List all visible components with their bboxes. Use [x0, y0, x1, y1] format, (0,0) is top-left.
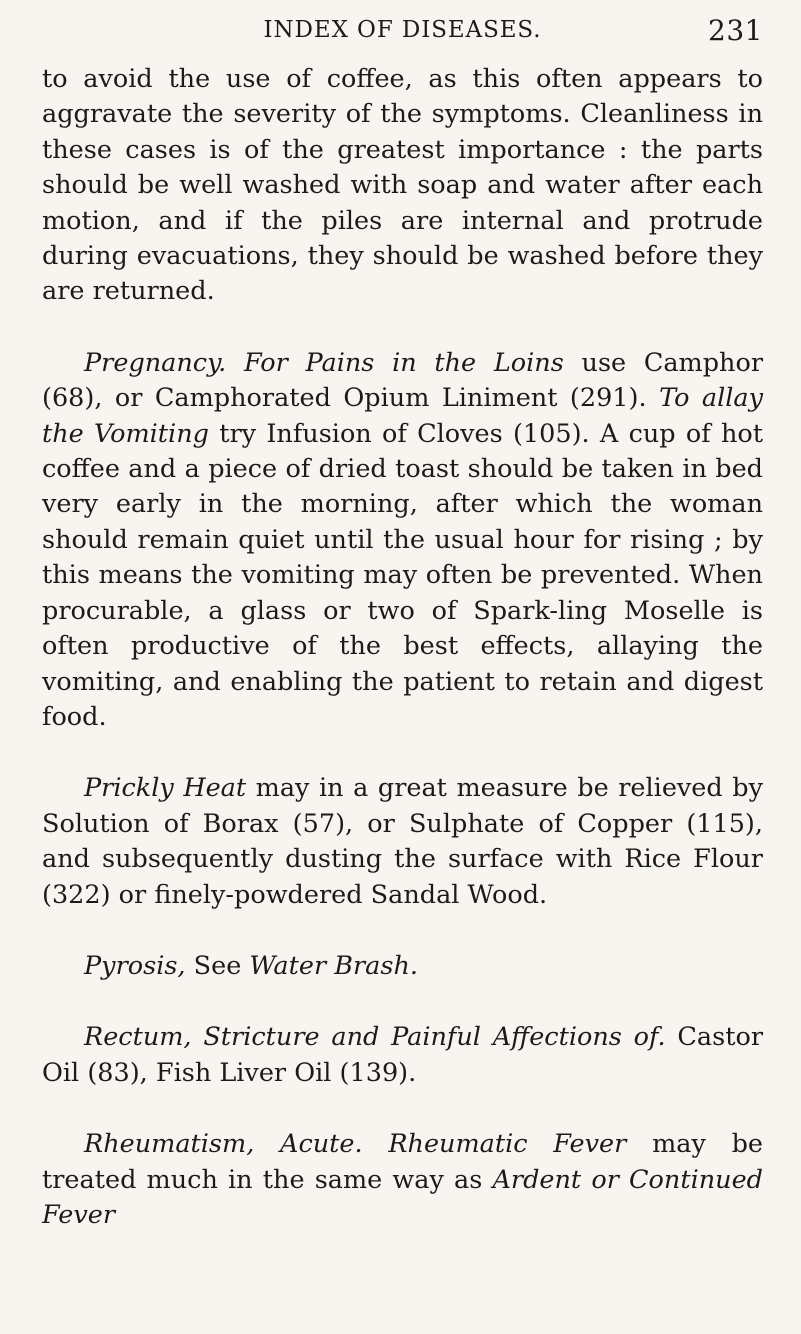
entry-heading: Pregnancy.: [84, 347, 227, 378]
entry-rheumatism: [42, 1127, 763, 1233]
entry-text: may be treated much in the same way as: [42, 1129, 764, 1195]
paragraph-piles-continued: [42, 62, 763, 310]
entry-heading: Rectum, Stricture and Painful Affections of.: [84, 1022, 666, 1053]
entry-heading: Prickly Heat: [84, 773, 247, 804]
entry-text: Castor Oil (83), Fish Liver Oil (139).: [42, 1022, 764, 1088]
page-header: [42, 14, 763, 52]
entry-heading: Pyrosis,: [84, 950, 186, 981]
paragraph-text: to avoid the use of coffee, as this often appears to aggravate the severity of the symptoms. Cleanliness in these cases is of the greatest importance : the parts should be well washed with soap and water after each motion, and if the piles are internal and protrude during evacuations, they should be washed before they are returned.: [42, 64, 763, 307]
entry-pyrosis: [42, 949, 763, 984]
entry-text: use Camphor (68), or Camphorated Opium Liniment (291).: [42, 347, 764, 414]
entry-text: try Infusion of Cloves (105). A cup of hot coffee and a piece of dried toast should be taken in bed very early in the morning, after which the woman should remain quiet until the usual hour for rising ; by this means the vomiting may often be prevented. When procurable, a glass or two of Spark-ling Moselle is often productive of the best effects, allaying the vomiting, and enabling the patient to retain and digest food.: [42, 418, 763, 732]
page-number: 231: [708, 14, 763, 47]
entry-prickly-heat: [42, 771, 763, 913]
entry-rectum: [42, 1020, 763, 1091]
cross-reference: Water Brash.: [249, 950, 418, 981]
page-body: [42, 62, 763, 1233]
running-head: INDEX OF DISEASES.: [263, 17, 542, 43]
subheading-allay-vomiting: To allay the Vomiting: [42, 383, 764, 449]
cross-reference: Ardent or Continued Fever: [42, 1164, 763, 1230]
entry-pregnancy: [42, 346, 763, 735]
subheading-rheumatic-fever: Rheumatic Fever: [388, 1129, 627, 1160]
subheading-pains-in-loins: For Pains in the Loins: [243, 347, 564, 378]
entry-text: may in a great measure be relieved by Solution of Borax (57), or Sulphate of Copper (115), and subsequently dusting the surface with Rice Flour (322) or finely-powdered Sandal Wood.: [42, 773, 763, 910]
entry-heading: Rheumatism, Acute.: [84, 1129, 363, 1160]
entry-text: See: [193, 950, 242, 981]
